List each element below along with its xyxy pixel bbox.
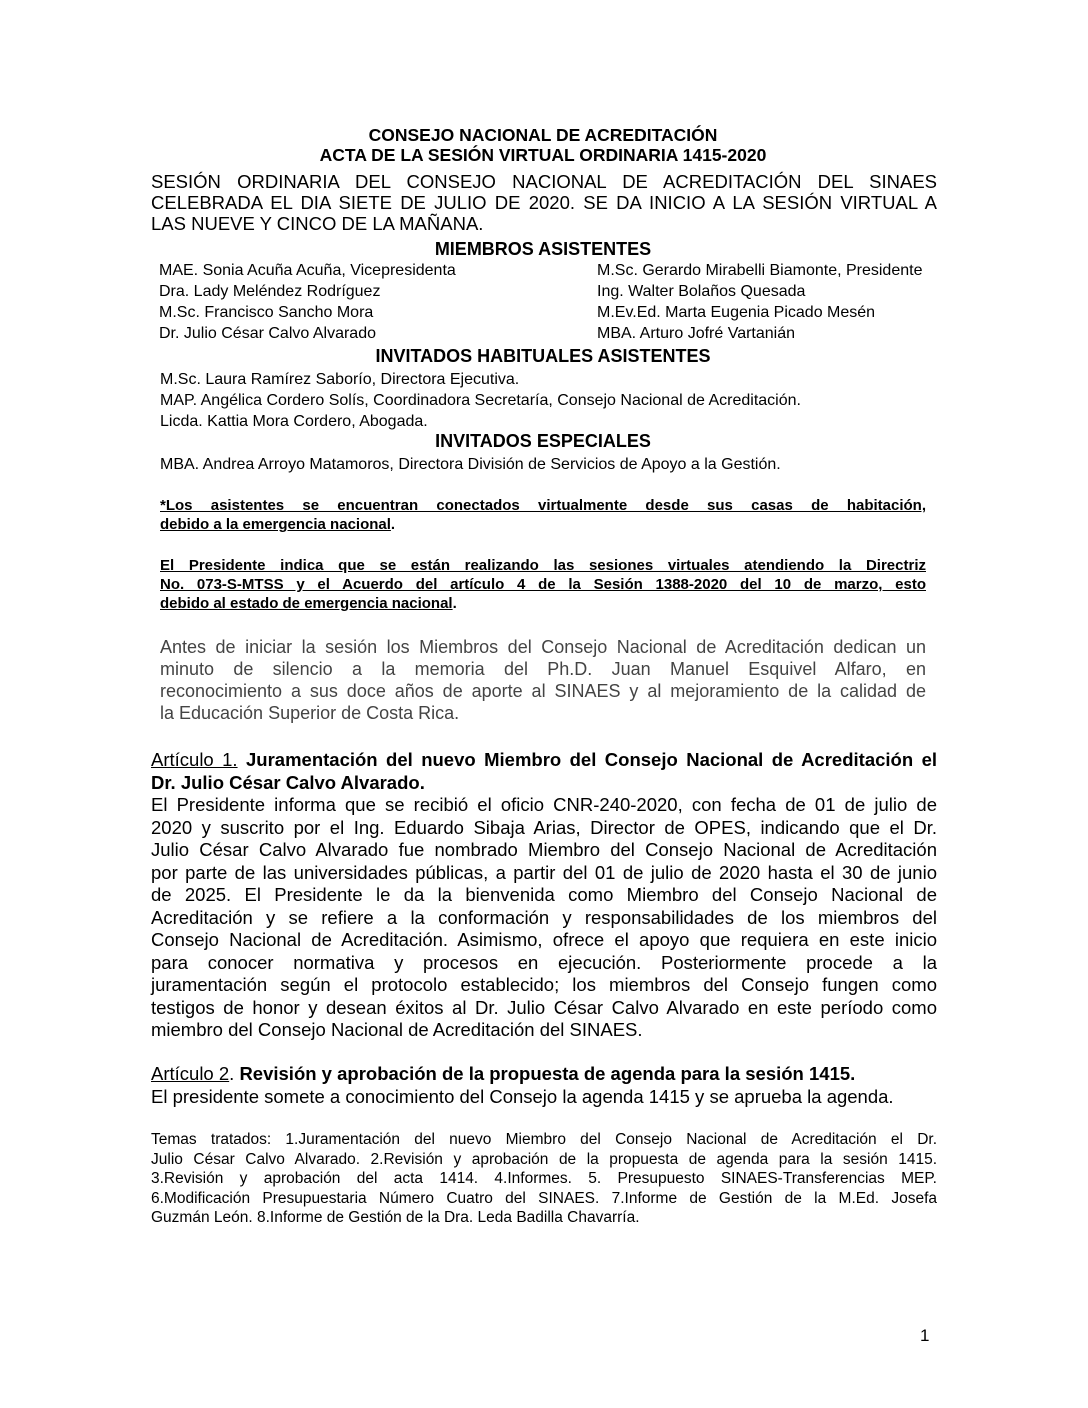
topics-line: Temas tratados: 1.Juramentación del nuevo Miembro del Consejo Nacional de Acreditación el Dr.	[151, 1131, 937, 1148]
notice1-line-2: debido a la emergencia nacional	[160, 516, 391, 533]
guest-name: MBA. Andrea Arroyo Matamoros, Directora División de Servicios de Apoyo a la Gestión.	[160, 456, 781, 473]
article-1-body-line: Consejo Nacional de Acreditación. Asimismo, ofrece el apoyo que requiera en este inicio	[151, 929, 937, 950]
topics-line: 3.Revisión y aprobación del acta 1414. 4.Informes. 5. Presupuesto SINAES-Transferencias MEP.	[151, 1170, 937, 1187]
article-1-body-line: por parte de las universidades públicas, a partir del 01 de julio de 2020 hasta el 30 de junio	[151, 861, 937, 883]
members-right-column	[597, 260, 922, 344]
topics-line: Julio César Calvo Alvarado. 2.Revisión y aprobación de la propuesta de agenda para la sesión 1415.	[151, 1150, 937, 1168]
tribute-line-2: minuto de silencio a la memoria del Ph.D. Juan Manuel Esquivel Alfaro, en	[160, 659, 926, 679]
guest-name: M.Sc. Laura Ramírez Saborío, Directora Ejecutiva.	[160, 371, 520, 388]
member-name: Ing. Walter Bolaños Quesada	[597, 283, 806, 300]
article-1-body-line: El Presidente informa que se recibió el oficio CNR-240-2020, con fecha de 01 de julio de	[151, 794, 937, 815]
guest-name: Licda. Kattia Mora Cordero, Abogada.	[160, 413, 428, 430]
article-1	[151, 749, 937, 1042]
intro-line-1: SESIÓN ORDINARIA DEL CONSEJO NACIONAL DE ACREDITACIÓN DEL SINAES	[151, 171, 937, 192]
member-name: M.Sc. Gerardo Mirabelli Biamonte, Presidente	[597, 262, 923, 279]
topics-line: 6.Modificación Presupuestaria Número Cuatro del SINAES. 7.Informe de Gestión de la M.Ed. Josefa	[151, 1189, 937, 1207]
virtual-attendance-notice	[160, 496, 926, 534]
topics-line: Guzmán León. 8.Informe de Gestión de la Dra. Leda Badilla Chavarría.	[151, 1209, 640, 1226]
article-1-body-line: testigos de honor y desean éxitos al Dr. Julio César Calvo Alvarado en este período como	[151, 996, 937, 1018]
title-line-1: CONSEJO NACIONAL DE ACREDITACIÓN	[368, 125, 718, 145]
article-1-body-line: de 2025. El Presidente le da la bienvenida como Miembro del Consejo Nacional de	[151, 884, 937, 905]
article-1-title: Juramentación del nuevo Miembro del Consejo Nacional de Acreditación el	[246, 749, 937, 770]
notice2-line-2: No. 073-S-MTSS y el Acuerdo del artículo 4 de la Sesión 1388-2020 del 10 de marzo, esto	[160, 576, 926, 593]
article-1-body-line: 2020 y suscrito por el Ing. Eduardo Sibaja Arias, Director de OPES, indicando que el Dr.	[151, 816, 937, 838]
notice2-tail: .	[452, 595, 457, 612]
member-name: M.Sc. Francisco Sancho Mora	[159, 304, 374, 321]
title-line-2: ACTA DE LA SESIÓN VIRTUAL ORDINARIA 1415-2020	[319, 145, 767, 165]
habitual-guests-list	[160, 369, 801, 432]
notice2-line-3: debido al estado de emergencia nacional	[160, 595, 453, 612]
article-1-label: Artículo 1.	[151, 749, 238, 770]
article-1-body-line: juramentación según el protocolo establecido; los miembros del Consejo fungen como	[151, 974, 937, 995]
topics-paragraph	[151, 1130, 937, 1228]
tribute-line-4: la Educación Superior de Costa Rica.	[160, 703, 460, 723]
notice1-tail: .	[390, 516, 396, 533]
member-name: MAE. Sonia Acuña Acuña, Vicepresidenta	[159, 262, 456, 279]
members-left-column	[159, 260, 456, 344]
tribute-line-1: Antes de iniciar la sesión los Miembros del Consejo Nacional de Acreditación dedican un	[160, 637, 926, 657]
member-name: M.Ev.Ed. Marta Eugenia Picado Mesén	[597, 304, 876, 321]
intro-line-2: CELEBRADA EL DIA SIETE DE JULIO DE 2020. SE DA INICIO A LA SESIÓN VIRTUAL A	[151, 192, 937, 213]
article-1-body-line: Acreditación y se refiere a la conformación y responsabilidades de los miembros del	[151, 906, 937, 928]
article-1-title-line-2: Dr. Julio César Calvo Alvarado.	[151, 771, 425, 793]
virtual-sessions-directive-notice	[160, 556, 926, 613]
article-1-body-line: para conocer normativa y procesos en ejecución. Posteriormente procede a la	[151, 951, 937, 973]
tribute-paragraph	[160, 636, 926, 724]
article-2	[151, 1063, 937, 1108]
habitual-guests-heading: INVITADOS HABITUALES ASISTENTES	[375, 346, 711, 366]
session-intro	[151, 171, 937, 234]
notice2-line-1: El Presidente indica que se están realizando las sesiones virtuales atendiendo la Directriz	[160, 557, 926, 574]
member-name: Dr. Julio César Calvo Alvarado	[159, 325, 376, 342]
intro-line-3: LAS NUEVE Y CINCO DE LA MAÑANA.	[151, 213, 484, 234]
article-2-label-tail: .	[229, 1063, 235, 1084]
article-2-label: Artículo 2	[151, 1063, 230, 1084]
document-title	[150, 125, 936, 165]
member-name: Dra. Lady Meléndez Rodríguez	[159, 283, 381, 300]
guest-name: MAP. Angélica Cordero Solís, Coordinadora Secretaría, Consejo Nacional de Acreditación.	[160, 392, 801, 409]
article-1-body-line: Julio César Calvo Alvarado fue nombrado Miembro del Consejo Nacional de Acreditación	[151, 839, 937, 860]
notice1-line-1: *Los asistentes se encuentran conectados virtualmente desde sus casas de habitación,	[160, 497, 926, 514]
page-number: 1	[920, 1326, 930, 1345]
article-2-body: El presidente somete a conocimiento del Consejo la agenda 1415 y se aprueba la agenda.	[151, 1085, 894, 1107]
article-1-body-line: miembro del Consejo Nacional de Acreditación del SINAES.	[151, 1019, 643, 1040]
special-guests-heading: INVITADOS ESPECIALES	[435, 431, 651, 451]
article-2-title: Revisión y aprobación de la propuesta de agenda para la sesión 1415.	[239, 1063, 856, 1084]
members-heading: MIEMBROS ASISTENTES	[434, 239, 652, 259]
special-guests-list	[160, 454, 781, 475]
member-name: MBA. Arturo Jofré Vartanián	[597, 325, 796, 342]
tribute-line-3: reconocimiento a sus doce años de aporte al SINAES y al mejoramiento de la calidad de	[160, 681, 926, 701]
